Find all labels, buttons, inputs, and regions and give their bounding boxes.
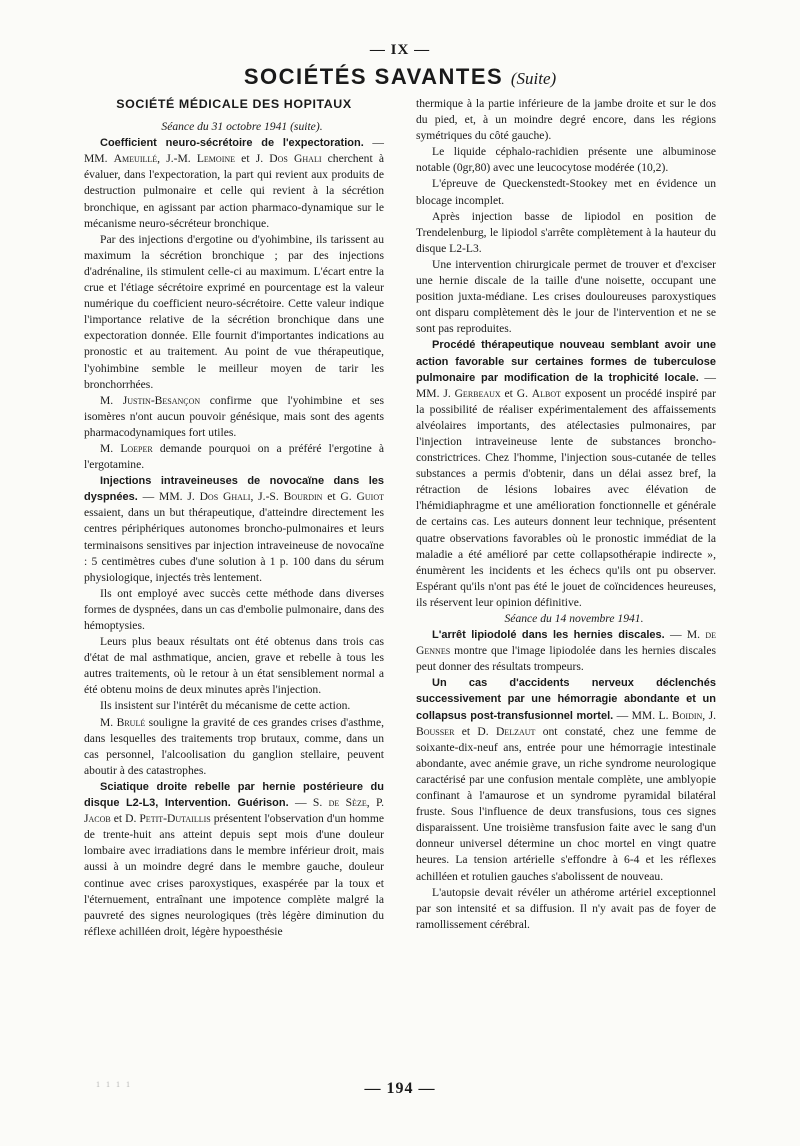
paragraph-text: ont constaté, chez une femme de soixante-dix-neuf ans, entrée pour une hémorragie intestinale abondante, avec anémie grave, un riche syndrome neurologique caractérisé par une confusion mentale complète, une amblyopie confinant à l'amaurose et un syndrome pyramidal bilatéral fruste. Sous l'influence de deux transfusions, tous ces signes disparaissent. Une troisième transfusion faite avec le sang d'un donneur universel détermine un choc mortel en vingt quatre heures. La tension artérielle s'effondre à 6-4 et les réflexes achilléen et rotulien gauches s'abolissent de nouveau.: [416, 724, 716, 883]
author-sep: et G.: [500, 386, 532, 400]
right-column: [416, 96, 716, 933]
author-name: M. Loeper: [100, 441, 153, 455]
author-sep: — M.: [664, 628, 706, 642]
paragraph: Après injection basse de lipiodol en position de Trendelenburg, le lipiodol s'arrête complètement à la hauteur du disque L2-L3.: [416, 209, 716, 255]
author-name: Bourdin: [283, 490, 323, 504]
page-title: [0, 64, 800, 90]
paragraph-text: montre que l'image lipiodolée dans les hernies discales peut donner des résultats trompeurs.: [416, 644, 716, 674]
page-number: — 194 —: [364, 1080, 436, 1097]
paragraph: Une intervention chirurgicale permet de trouver et d'exciser une hernie discale de la taille d'une noisette, occupant une position juxta-médiane. Les crises douloureuses paroxystiques ont disparu complètement dès le jour de l'intervention et ne se sont pas reproduites.: [416, 257, 716, 336]
article-ameuille: [84, 135, 384, 232]
paragraph-text: essaient, dans un but thérapeutique, d'atteindre directement les centres périphériques autonomes broncho-pulmonaires et leurs terminaisons sensitives par injection intraveineuse de novocaïne : 5 centimètres cubes d'une solution à 1 p. 100 dans du sérum physiologique, injectés très lentement.: [84, 506, 384, 584]
author-name: Dos Ghali: [199, 490, 251, 504]
paragraph: Ils ont employé avec succès cette méthode dans diverses formes de dyspnées, dans un cas d'embolie pulmonaire, dans des hémoptysies.: [84, 586, 384, 632]
author-name: Petit-Dutaillis: [139, 812, 211, 826]
author-sep: , J.-M.: [157, 152, 197, 166]
author-sep: et G.: [322, 490, 357, 504]
author-name: Jacob: [84, 812, 111, 826]
society-heading: SOCIÉTÉ MÉDICALE DES HOPITAUX: [116, 97, 352, 111]
author-sep: — MM. L.: [613, 708, 672, 722]
faint-stamp: 1 1 1 1: [96, 1080, 132, 1089]
paragraph-text: confirme que l'yohimbine et ses isomères n'ont aucun pouvoir génésique, mais sont des agents pharmacodynamiques fort utiles.: [84, 393, 384, 439]
paragraph: [84, 393, 384, 441]
article-boidin: [416, 675, 716, 884]
article-title: Sciatique droite rebelle par hernie postérieure du disque L2-L3, Intervention. Guérison.: [84, 780, 384, 810]
author-sep: et D.: [110, 812, 140, 826]
author-name: Delzaut: [495, 724, 536, 738]
paragraph-text: souligne la gravité de ces grandes crises d'asthme, dans lesquelles des traitements trop brutaux, comme, dans un cas personnel, l'alcoolisation du ganglion stellaire, peuvent aboutir à des catastrophes.: [84, 715, 384, 777]
article-dos-ghali: [84, 473, 384, 586]
paragraph: [84, 441, 384, 473]
paragraph: Le liquide céphalo-rachidien présente une albuminose notable (0gr,80) avec une leucocytose modérée (10,2).: [416, 145, 716, 175]
author-name: Lemoine: [196, 152, 236, 166]
author-sep: , P.: [366, 796, 385, 810]
article-de-seze: [84, 779, 384, 940]
paragraph-text: présentent l'observation d'un homme de trente-huit ans atteint depuis sept mois d'une douleur lombaire avec irradiations dans le membre inférieur droit, mais aussi à un moindre degré dans le membre gauche, douleur continue avec crises paroxystiques, exaspérée par la toux et l'éternuement, entraînant une impotence complète malgré la pauvreté des signes neurologiques (très légère diminution du réflexe achilléen droit, légère hypoesthésie: [84, 812, 384, 938]
author-name: de Gennes: [416, 628, 716, 658]
author-name: de Sèze: [328, 796, 367, 810]
author-name: Bousser: [416, 724, 455, 738]
author-sep: — MM. J.: [137, 490, 200, 504]
paragraph: L'épreuve de Queckenstedt-Stookey met en évidence un blocage incomplet.: [416, 177, 716, 207]
article-title: Coefficient neuro-sécrétoire de l'expectoration.: [100, 137, 364, 150]
author-name: Ameuillé: [113, 152, 158, 166]
author-name: Gerbeaux: [454, 386, 501, 400]
seance-date: Séance du 14 novembre 1941.: [504, 612, 644, 625]
article-de-gennes: [416, 627, 716, 675]
author-sep: — MM. J.: [416, 370, 716, 400]
paragraph: Par des injections d'ergotine ou d'yohimbine, ils tarissent au maximum la sécrétion bronchique ; par des injections d'adrénaline, ils stimulent celle-ci au maximum. L'écart entre la crue et l'étiage sécrétoire exprimé en pourcentage est la valeur numérique du coefficient neuro-sécrétoire. Cette valeur indique l'importance relative de la sécrétion bronchique dans une expectoration donnée. Elle fournit d'importantes indications au pronostic et au traitement. Au point de vue thérapeutique, l'yohimbine semble le meilleur moyen de tarir les bronchorrhées.: [84, 232, 384, 391]
paragraph-text: cherchent à évaluer, dans l'expectoration, la part qui revient aux produits de destruction pulmonaire et celle qui revient à la sécrétion bronchique, en agissant par action pharmaco-dynamique sur le mécanisme neuro-sécréteur bronchique.: [84, 152, 384, 230]
paragraph-text: demande pourquoi on a préféré l'ergotine à l'ergotamine.: [84, 441, 384, 472]
roman-page-number: — IX —: [369, 42, 431, 58]
author-sep: — MM.: [84, 136, 384, 166]
seance-date: Séance du 31 octobre 1941 (suite).: [161, 120, 323, 134]
paragraph: Ils insistent sur l'intérêt du mécanisme de cette action.: [100, 699, 351, 713]
article-title: Procédé thérapeutique nouveau semblant avoir une action favorable sur certaines formes de tuberculose pulmonaire par modification de la trophicité locale.: [416, 339, 716, 384]
paragraph: Leurs plus beaux résultats ont été obtenus dans trois cas d'état de mal asthmatique, ancien, grave et rebelle à tous les autres traitements, où le retour à un état sensiblement normal a été obtenu moins de deux minutes après l'injection.: [84, 635, 384, 697]
author-name: Boidin: [671, 708, 703, 722]
paragraph: thermique à la partie inférieure de la jambe droite et sur le dos du pied, et, à un moindre degré encore, dans les régions symétriques du côté gauche).: [416, 97, 716, 143]
author-sep: — S.: [288, 796, 329, 810]
author-sep: et D.: [454, 724, 496, 738]
paragraph: [84, 715, 384, 779]
title-text: SOCIÉTÉS SAVANTES: [243, 64, 504, 89]
author-name: Albot: [531, 386, 562, 400]
paragraph: L'autopsie devait révéler un athérome artériel exceptionnel par son intensité et sa diffusion. Il n'y avait pas de foyer de ramollissement cérébral.: [416, 885, 716, 931]
author-sep: , J.-S.: [250, 490, 284, 504]
author-name: M. Justin-Besançon: [100, 393, 201, 407]
article-title: Injections intraveineuses de novocaïne dans les dyspnées.: [84, 475, 384, 504]
author-name: M. Brulé: [100, 715, 146, 729]
paragraph-text: exposent un procédé inspiré par la possibilité de réaliser expérimentalement des affaissements alvéolaires importants, des atélectasies pulmonaires, par l'injection intraveineuse lente de substances broncho-constrictrices. Chez l'homme, l'injection sous-cutanée de telles substances a permis d'obtenir, dans un délai assez bref, la rétraction de lésions lobaires avec élévation de l'hémidiaphragme et une amélioration fonctionnelle et générale de certains cas. Les auteurs donnent leur technique, présentent quatre observations favorables où le pronostic immédiat de la maladie a été amélioré par cette collapsothérapie indirecte », énumèrent les incidents et les échecs qu'ils ont pu observer. Espérant qu'ils n'ont pas été le jouet de coïncidences heureuses, ils réservent leur opinion définitive.: [416, 386, 716, 609]
article-title: L'arrêt lipiodolé dans les hernies discales.: [432, 629, 665, 642]
article-title: Un cas d'accidents nerveux déclenchés successivement par une hémorragie abondante et un collapsus post-transfusionnel mortel.: [416, 677, 716, 722]
author-name: Dos Ghali: [269, 152, 322, 166]
author-sep: et J.: [235, 152, 270, 166]
article-gerbeaux: [416, 337, 716, 611]
author-name: Guiot: [356, 490, 384, 504]
left-column: [84, 96, 384, 940]
author-sep: , J.: [702, 708, 717, 722]
title-suite: (Suite): [510, 69, 557, 88]
